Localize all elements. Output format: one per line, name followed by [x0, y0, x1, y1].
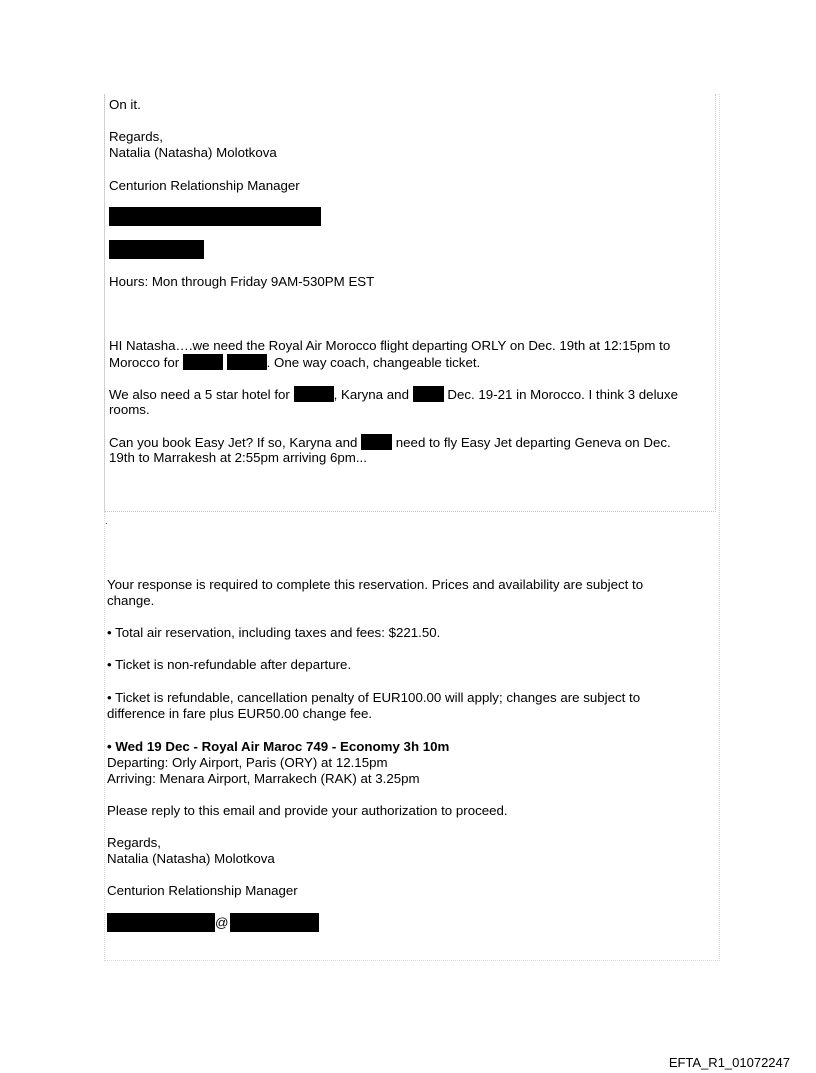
intro-line: change. — [107, 593, 155, 608]
redacted-email-domain — [230, 913, 319, 932]
opening-line: On it. — [109, 97, 141, 112]
request-line — [109, 386, 678, 403]
bullet-nonrefundable: • Ticket is non-refundable after departure. — [107, 657, 352, 672]
request-text: , Karyna and — [333, 387, 409, 402]
document-id: EFTA_R1_01072247 — [668, 1055, 790, 1070]
separator-dot: . — [105, 516, 108, 526]
redacted-name — [294, 386, 334, 402]
sender-name: Natalia (Natasha) Molotkova — [107, 851, 275, 866]
redacted-block — [109, 240, 204, 259]
sender-title: Centurion Relationship Manager — [109, 178, 300, 193]
redacted-name — [227, 354, 267, 370]
arriving-line: Arriving: Menara Airport, Marrakech (RAK) at 3.25pm — [107, 771, 420, 786]
request-text: Can you book Easy Jet? If so, Karyna and — [109, 435, 358, 450]
request-text: We also need a 5 star hotel for — [109, 387, 290, 402]
flight-heading: • Wed 19 Dec - Royal Air Maroc 749 - Economy 3h 10m — [107, 739, 450, 754]
request-text: . One way coach, changeable ticket. — [266, 355, 481, 370]
intro-line: Your response is required to complete this reservation. Prices and availability are subject to — [107, 577, 644, 592]
email-at-sign: @ — [215, 915, 229, 930]
request-line — [109, 434, 671, 451]
request-text: need to fly Easy Jet departing Geneva on Dec. — [395, 435, 671, 450]
request-line: 19th to Marrakesh at 2:55pm arriving 6pm... — [109, 450, 367, 465]
request-line: HI Natasha….we need the Royal Air Morocco flight departing ORLY on Dec. 19th at 12:15pm to — [109, 338, 671, 353]
sender-name: Natalia (Natasha) Molotkova — [109, 145, 277, 160]
bullet-total: • Total air reservation, including taxes and fees: $221.50. — [107, 625, 441, 640]
reply-request: Please reply to this email and provide your authorization to proceed. — [107, 803, 508, 818]
redacted-name — [413, 386, 444, 402]
redacted-name — [361, 434, 392, 450]
regards-line: Regards, — [109, 129, 163, 144]
request-text: Morocco for — [109, 355, 180, 370]
redacted-block — [109, 207, 321, 226]
request-line — [109, 354, 480, 371]
sender-title: Centurion Relationship Manager — [107, 883, 298, 898]
bullet-refundable: • Ticket is refundable, cancellation penalty of EUR100.00 will apply; changes are subject to — [107, 690, 641, 705]
departing-line: Departing: Orly Airport, Paris (ORY) at 12.15pm — [107, 755, 388, 770]
redacted-name — [183, 354, 223, 370]
request-text: Dec. 19-21 in Morocco. I think 3 deluxe — [447, 387, 678, 402]
hours-line: Hours: Mon through Friday 9AM-530PM EST — [109, 274, 375, 289]
redacted-email-user — [107, 913, 215, 932]
regards-line: Regards, — [107, 835, 161, 850]
bullet-refundable: difference in fare plus EUR50.00 change fee. — [107, 706, 373, 721]
request-line: rooms. — [109, 402, 150, 417]
